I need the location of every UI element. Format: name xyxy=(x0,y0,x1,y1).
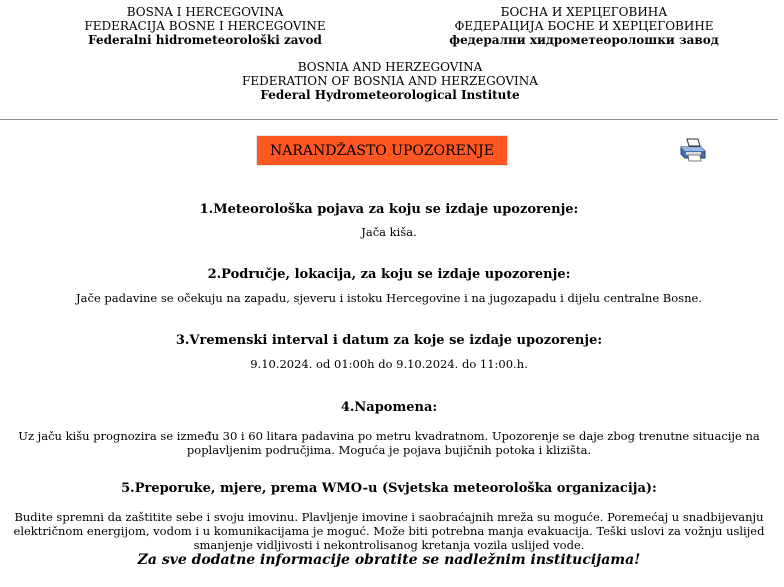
section-1-text: Jača kiša. xyxy=(361,225,417,239)
header-english-federation: FEDERATION OF BOSNIA AND HERZEGOVINA xyxy=(242,74,538,88)
section-3-text: 9.10.2024. od 01:00h do 9.10.2024. do 11:00.h. xyxy=(250,357,528,371)
header-latin-federation: FEDERACIJA BOSNE I HERCEGOVINE xyxy=(84,19,326,33)
header-english-institute: Federal Hydrometeorological Institute xyxy=(260,88,520,102)
header-cyrillic-federation: ФЕДЕРАЦИЈА БОСНЕ И ХЕРЦЕГОВИНЕ xyxy=(454,19,714,33)
header-cyrillic-country: БОСНА И ХЕРЦЕГОВИНА xyxy=(500,5,668,19)
header-english-country: BOSNIA AND HERZEGOVINA xyxy=(297,60,483,74)
header-latin xyxy=(20,5,390,47)
printer-icon[interactable] xyxy=(679,138,707,162)
closing-note: Za sve dodatne informacije obratite se nadležnim institucijama! xyxy=(137,552,641,568)
header-latin-country: BOSNA I HERCEGOVINA xyxy=(126,5,284,19)
section-5-text: Budite spremni da zaštitite sebe i svoju imovinu. Plavljenje imovine i saobraćajnih mreža su moguće. Poremećaj u snadbijevanju električnom energijom, vodom i u komunikacijama je moguć. Može biti potrebna manja evakuacija. Teški uslovi za vožnju uslijed smanjenje vidljivosti i nekontrolisanog kretanja vozila uslijed vode. xyxy=(13,510,765,552)
section-2-text: Jače padavine se očekuju na zapadu, sjeveru i istoku Hercegovine i na jugozapadu i dijelu centralne Bosne. xyxy=(76,291,702,305)
section-4-title: 4.Napomena: xyxy=(340,400,438,415)
header-cyrillic xyxy=(396,5,772,47)
header-english xyxy=(100,60,680,102)
header-cyrillic-institute: федерални хидрометеоролошки завод xyxy=(449,33,719,47)
header-latin-institute: Federalni hidrometeorološki zavod xyxy=(88,33,322,47)
section-1-title: 1.Meteorološka pojava za koju se izdaje upozorenje: xyxy=(199,202,579,217)
section-2-title: 2.Područje, lokacija, za koju se izdaje upozorenje: xyxy=(207,267,571,282)
section-4-text: Uz jaču kišu prognozira se između 30 i 60 litara padavina po metru kvadratnom. Upozorenje se daje zbog trenutne situacije na poplavljenim područjima. Moguća je pojava bujičnih potoka i klizišta. xyxy=(18,429,760,457)
section-5-title: 5.Preporuke, mjere, prema WMO-u (Svjetska meteorološka organizacija): xyxy=(121,481,657,496)
warning-level-badge: NARANDŽASTO UPOZORENJE xyxy=(256,135,508,166)
section-3-title: 3.Vremenski interval i datum za koje se izdaje upozorenje: xyxy=(175,333,603,348)
header-divider xyxy=(0,119,778,120)
